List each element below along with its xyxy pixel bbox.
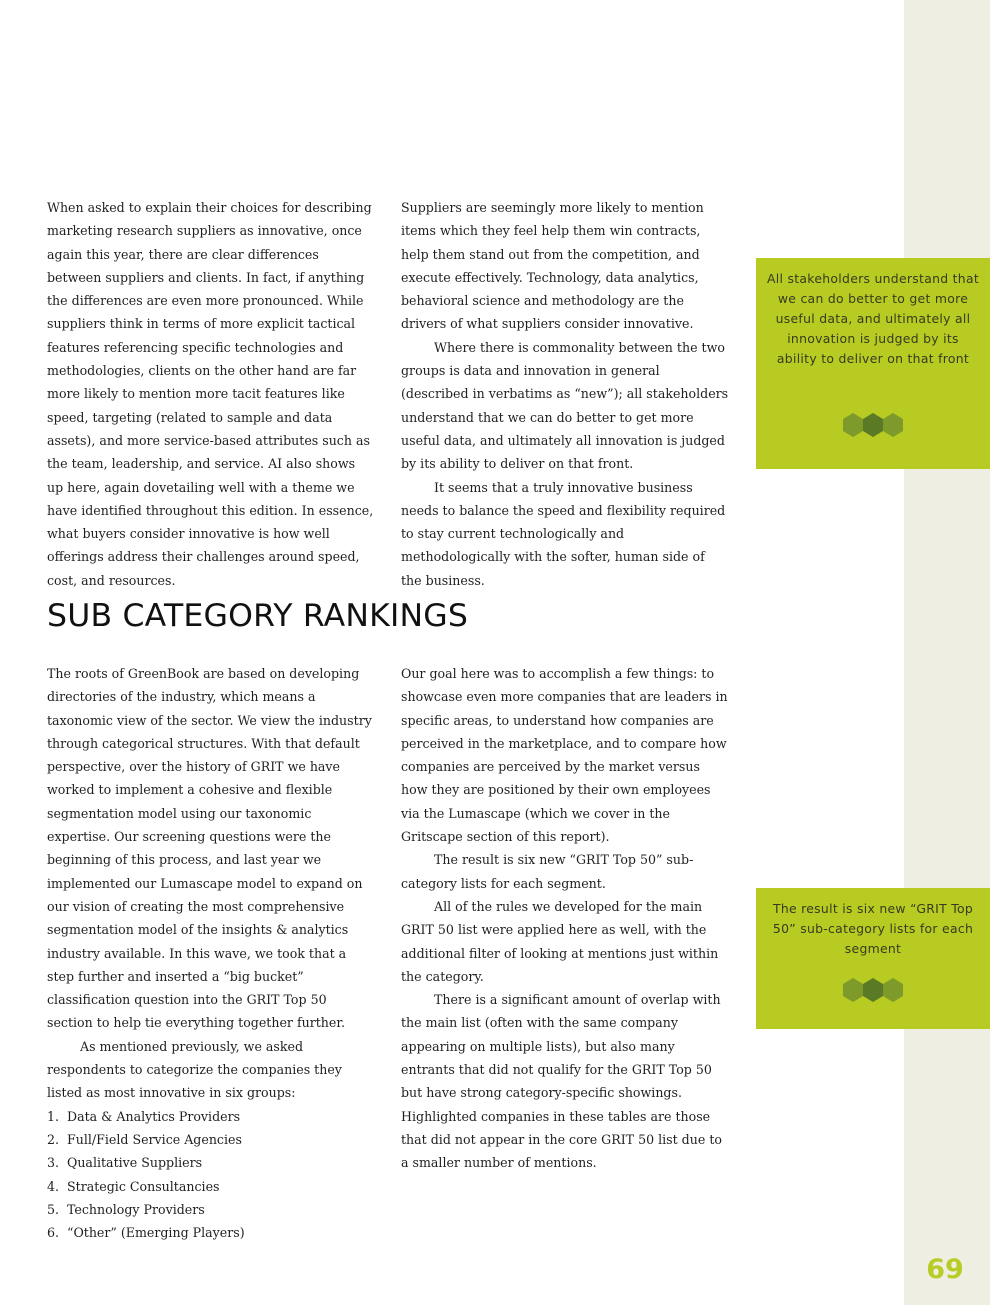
pull-quote-text: The result is six new “GRIT Top 50” sub-category lists for each segment (772, 901, 974, 956)
hexagon-cluster-icon (842, 412, 904, 438)
list-number: 4. (47, 1178, 60, 1194)
intro-column-left (47, 196, 375, 592)
section-heading: SUB CATEGORY RANKINGS (47, 598, 469, 634)
section-paragraph: The roots of GreenBook are based on developing directories of the industry, which means a taxonomic view of the sector. We view the industry through categorical structures. With that default perspective, over the history of GRIT we have worked to implement a cohesive and flexible segmentation model using our taxonomic expertise. Our screening questions were the beginning of this process, and last year we implemented our Lumascape model to expand on our vision of creating the most comprehensive segmentation model of the insights & analytics industry available. In this wave, we took that a step further and inserted a “big bucket” classification question into the GRIT Top 50 section to help tie everything together further. (47, 666, 372, 1031)
category-group-list (47, 1105, 375, 1245)
list-number: 2. (47, 1131, 60, 1147)
pull-quote-text: All stakeholders understand that we can do better to get more useful data, and ultimately all innovation is judged by its ability to deliver on that front (766, 271, 980, 366)
list-label: Full/Field Service Agencies (67, 1131, 242, 1147)
list-item (47, 1221, 375, 1244)
list-number: 3. (47, 1155, 60, 1171)
intro-paragraph: When asked to explain their choices for describing marketing research suppliers as innovative, once again this year, there are clear differences between suppliers and clients. In fact, if anything the differences are even more pronounced. While suppliers think in terms of more explicit tactical features referencing specific technologies and methodologies, clients on the other hand are far more likely to mention more tacit features like speed, targeting (related to sample and data assets), and more service-based attributes such as the team, leadership, and service. AI also shows up here, again dovetailing well with a theme we have identified throughout this edition. In essence, what buyers consider innovative is how well offerings address their challenges around speed, cost, and resources. (47, 200, 374, 588)
page-sidebar (904, 0, 990, 1305)
list-number: 6. (47, 1225, 60, 1241)
list-number: 1. (47, 1108, 60, 1124)
list-label: Strategic Consultancies (67, 1178, 220, 1194)
list-label: Data & Analytics Providers (67, 1108, 241, 1124)
list-label: Qualitative Suppliers (67, 1155, 203, 1171)
list-label: Technology Providers (67, 1201, 205, 1217)
list-item (47, 1151, 375, 1174)
list-item (47, 1198, 375, 1221)
hexagon-cluster-icon (842, 977, 904, 1003)
intro-paragraph: Where there is commonality between the two groups is data and innovation in general (described in verbatims as “new”); all stakeholders understand that we can do better to get more useful data, and ultimately all innovation is judged by its ability to deliver on that front. (401, 339, 729, 472)
list-label: “Other” (Emerging Players) (67, 1225, 245, 1241)
section-paragraph: Our goal here was to accomplish a few things: to showcase even more companies that are leaders in specific areas, to understand how companies are perceived in the marketplace, and to compare how companies are perceived by the market versus how they are positioned by their own employees via the Lumascape (which we cover in the Gritscape section of this report). (401, 666, 728, 845)
pull-quote (756, 888, 990, 1029)
list-item (47, 1105, 375, 1128)
page-number: 69 (926, 1254, 964, 1285)
list-item (47, 1128, 375, 1151)
section-paragraph: The result is six new “GRIT Top 50” sub-category lists for each segment. (401, 852, 694, 891)
list-item (47, 1175, 375, 1198)
section-paragraph: All of the rules we developed for the main GRIT 50 list were applied here as well, with the additional filter of looking at mentions just within the category. (401, 898, 719, 984)
intro-paragraph: It seems that a truly innovative business needs to balance the speed and flexibility required to stay current technologically and methodologically with the softer, human side of the business. (401, 479, 726, 588)
section-paragraph: There is a significant amount of overlap with the main list (often with the same company appearing on multiple lists), but also many entrants that did not qualify for the GRIT Top 50 but have strong category-specific showings. Highlighted companies in these tables are those that did not appear in the core GRIT 50 list due to a smaller number of mentions. (401, 992, 722, 1171)
section-column-left (47, 662, 375, 1244)
section-column-right (401, 662, 729, 1175)
intro-column-right (401, 196, 729, 592)
list-number: 5. (47, 1201, 60, 1217)
pull-quote (756, 258, 990, 469)
intro-paragraph: Suppliers are seemingly more likely to mention items which they feel help them win contracts, help them stand out from the competition, and execute effectively. Technology, data analytics, behavioral science and methodology are the drivers of what suppliers consider innovative. (401, 200, 704, 332)
section-paragraph: As mentioned previously, we asked respondents to categorize the companies they listed as most innovative in six groups: (47, 1038, 342, 1101)
